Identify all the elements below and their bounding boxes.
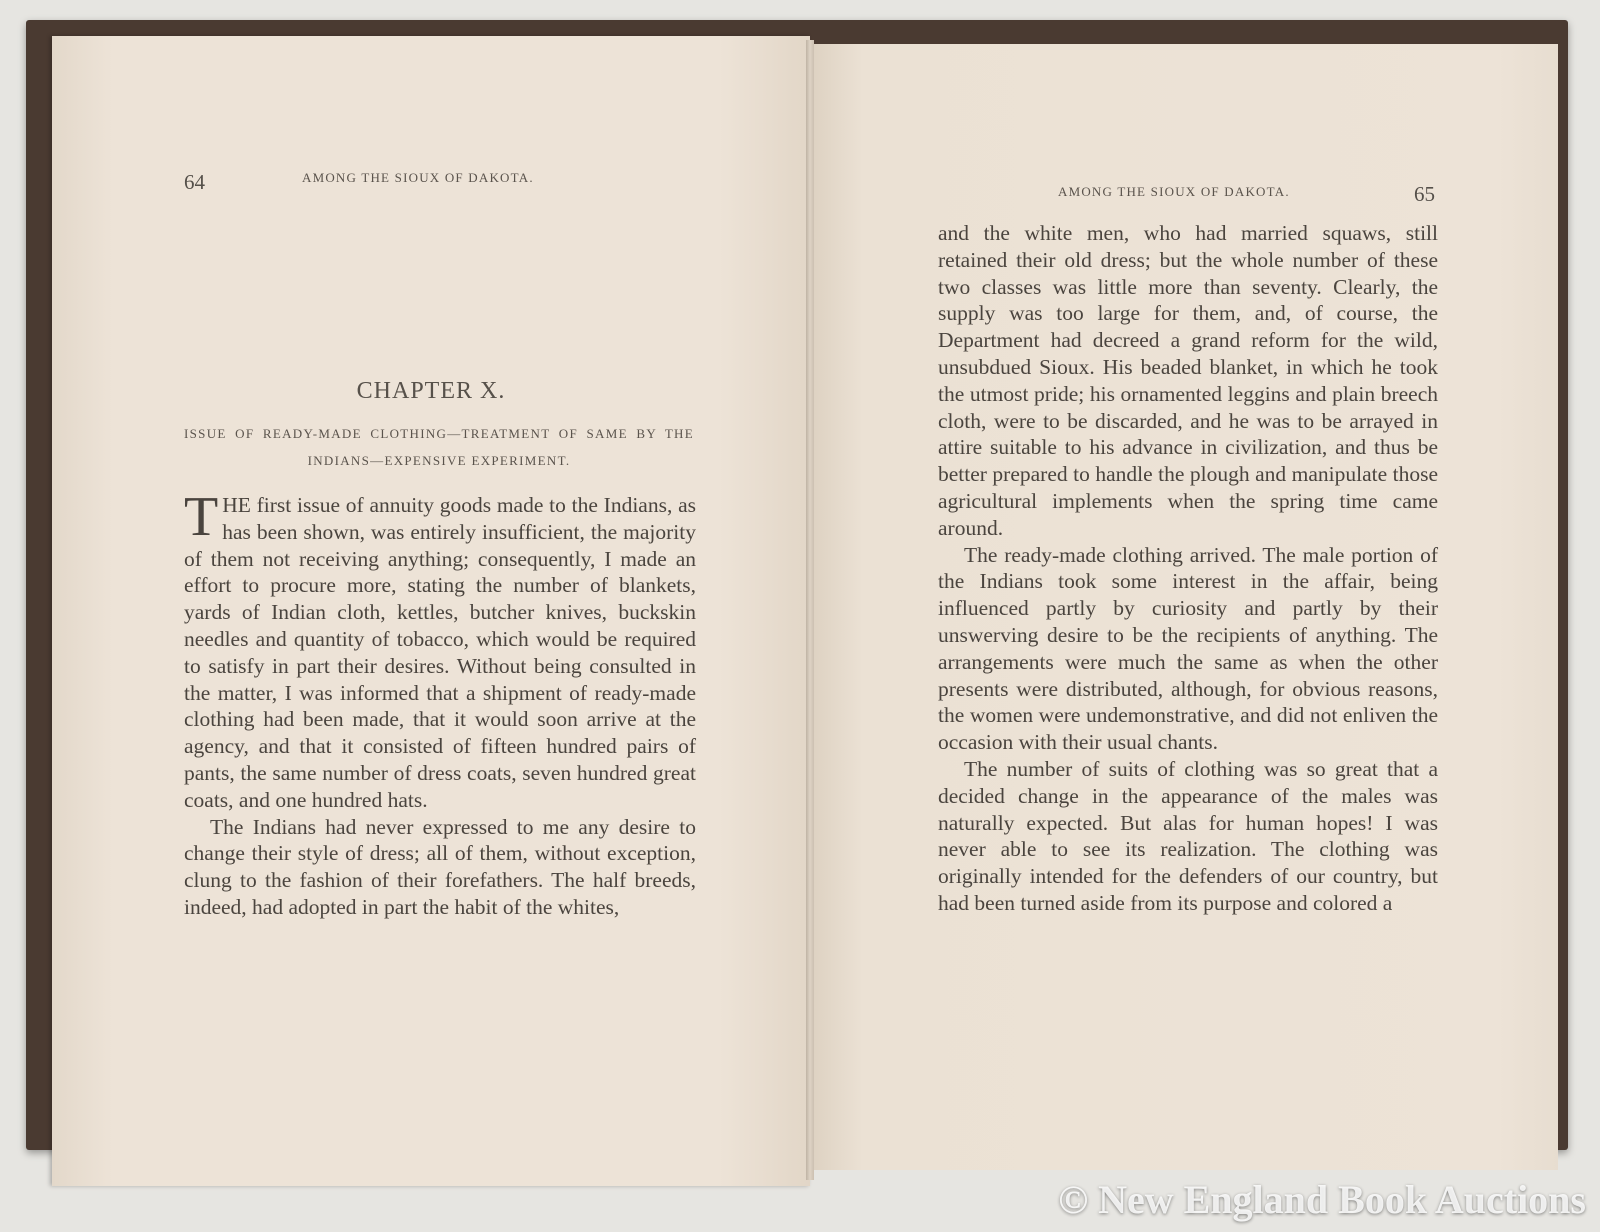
chapter-title: CHAPTER X. bbox=[356, 378, 506, 404]
chapter-summary: ISSUE OF READY-MADE CLOTHING—TREATMENT OF SAME BY THE INDIANS—EXPENSIVE EXPERIMENT. bbox=[184, 426, 694, 468]
page-number-left: 64 bbox=[184, 170, 205, 194]
left-body-text bbox=[184, 486, 696, 921]
left-page bbox=[52, 36, 810, 1186]
right-page bbox=[810, 44, 1558, 1170]
right-paragraph-1: and the white men, who had married squaws, still retained their old dress; but the whole number of these two classes was little more than seventy. Clearly, the supply was too large for them, and, of course, the Department had decreed a grand reform for the wild, unsubdued Sioux. His beaded blanket, in which he took the utmost pride; his ornamented leggins and plain breech cloth, were to be discarded, and he was to be arrayed in attire suitable to his advance in civilization, and thus be better prepared to handle the plough and manipulate those agricultural implements when the spring time came around. bbox=[938, 221, 1438, 540]
left-paragraph-2: The Indians had never expressed to me any desire to change their style of dress; all of them, without exception, clung to the fashion of their forefathers. The half breeds, indeed, had adopted in part the habit of the whites, bbox=[184, 814, 696, 919]
running-head-right: AMONG THE SIOUX OF DAKOTA. bbox=[1058, 184, 1290, 199]
book-gutter bbox=[806, 40, 814, 1180]
right-paragraph-2: The ready-made clothing arrived. The male portion of the Indians took some interest in the affair, being influenced partly by curiosity and partly by their unswerving desire to be the recipients of anything. The arrangements were much the same as when the other presents were distributed, although, for obvious reasons, the women were undemonstrative, and did not enliven the occasion with their usual chants. bbox=[938, 542, 1438, 755]
right-paragraph-3: The number of suits of clothing was so great that a decided change in the appearance of the males was naturally expected. But alas for human hopes! I was never able to see its realization. The clothing was originally intended for the defenders of our country, but had been turned aside from its purpose and colored a bbox=[938, 756, 1438, 915]
drop-cap: T bbox=[184, 486, 219, 548]
right-body-text bbox=[938, 220, 1438, 917]
left-paragraph-1: THE first issue of annuity goods made to the Indians, as has been shown, was entirely insufficient, the majority of them not receiving anything; consequently, I made an effort to procure more, stating the number of blankets, yards of Indian cloth, kettles, butcher knives, buckskin needles and quantity of tobacco, which would be required to satisfy in part their desires. Without being consulted in the matter, I was informed that a shipment of ready-made clothing had been made, that it would soon arrive at the agency, and that it consisted of fifteen hundred pairs of pants, the same number of dress coats, seven hundred great coats, and one hundred hats. bbox=[184, 486, 696, 812]
page-number-right: 65 bbox=[1414, 182, 1435, 206]
running-head-left: AMONG THE SIOUX OF DAKOTA. bbox=[302, 170, 534, 185]
watermark: © New England Book Auctions bbox=[1058, 1177, 1586, 1222]
